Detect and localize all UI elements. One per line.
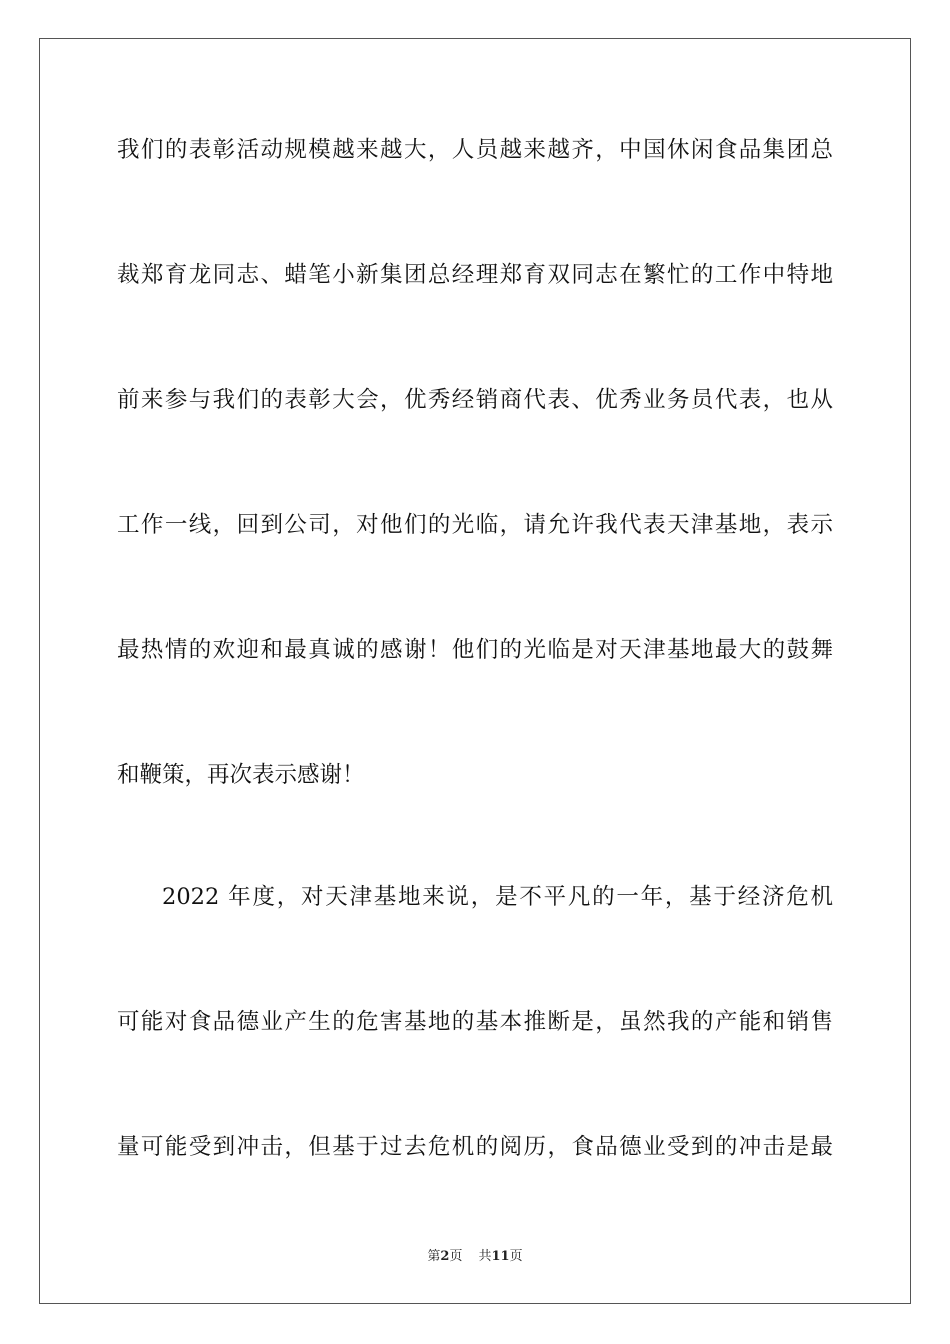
body-line-2: 裁郑育龙同志、蜡笔小新集团总经理郑育双同志在繁忙的工作中特地: [117, 262, 833, 288]
page-number: 2: [440, 1249, 450, 1264]
body-line-6: 和鞭策，再次表示感谢！: [117, 762, 365, 788]
page-footer: [0, 1245, 950, 1264]
total-pages: 11: [491, 1249, 510, 1264]
total-prefix: 共: [478, 1249, 492, 1264]
page-border: [39, 38, 911, 1304]
body-line-4: 工作一线，回到公司，对他们的光临，请允许我代表天津基地，表示: [117, 512, 833, 538]
total-suffix: 页: [509, 1249, 523, 1264]
body-line-7: 2022 年度，对天津基地来说，是不平凡的一年，基于经济危机: [162, 884, 833, 910]
body-line-3: 前来参与我们的表彰大会，优秀经销商代表、优秀业务员代表，也从: [117, 387, 833, 413]
body-line-9: 量可能受到冲击，但基于过去危机的阅历，食品德业受到的冲击是最: [117, 1134, 833, 1160]
body-line-5: 最热情的欢迎和最真诚的感谢！他们的光临是对天津基地最大的鼓舞: [117, 637, 833, 663]
page-suffix: 页: [449, 1249, 463, 1264]
page-prefix: 第: [427, 1249, 441, 1264]
body-line-8: 可能对食品德业产生的危害基地的基本推断是，虽然我的产能和销售: [117, 1009, 833, 1035]
body-line-1: 我们的表彰活动规模越来越大，人员越来越齐，中国休闲食品集团总: [117, 137, 833, 163]
